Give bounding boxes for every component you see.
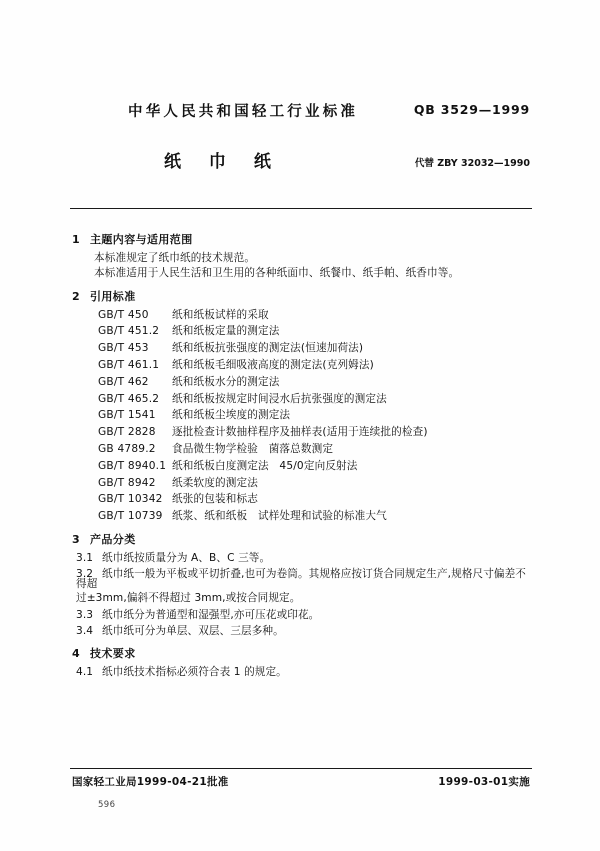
standard-number: QB 3529—1999 [413, 102, 530, 117]
section-number-3: 3 [72, 532, 81, 546]
clause-3-2 [76, 569, 534, 590]
reference-item [98, 343, 534, 354]
approval-statement: 国家轻工业局1999-04-21批准 [72, 776, 229, 788]
reference-code: GB/T 453 [98, 342, 149, 355]
reference-code: GB/T 462 [98, 375, 149, 388]
reference-code: GB/T 1541 [98, 409, 156, 422]
reference-desc: 纸和纸板抗张强度的测定法(恒速加荷法) [172, 342, 364, 355]
reference-item [98, 377, 534, 388]
reference-item [98, 360, 534, 371]
reference-desc: 食品微生物学检验 菌落总数测定 [172, 442, 334, 455]
clause-text: 纸巾纸一般为平板或平切折叠,也可为卷筒。其规格应按订货合同规定生产,规格尺寸偏差不得超 [76, 567, 526, 591]
issuing-organization-line: 中华人民共和国轻工行业标准 [128, 104, 359, 120]
clause-number: 3.2 [76, 567, 94, 580]
reference-code: GB/T 2828 [98, 426, 156, 439]
reference-item [98, 394, 534, 405]
document-footer [72, 774, 530, 789]
reference-code: GB/T 10342 [98, 493, 163, 506]
section-1-paragraph-2: 本标准适用于人民生活和卫生用的各种纸面巾、纸餐巾、纸手帕、纸香巾等。 [94, 267, 460, 280]
reference-item [98, 461, 534, 472]
reference-item [98, 427, 534, 438]
reference-item [98, 444, 534, 455]
effective-date: 1999-03-01实施 [438, 776, 530, 788]
document-body [72, 222, 534, 683]
section-heading-3 [72, 534, 534, 545]
clause-3-3 [76, 610, 534, 621]
reference-desc: 逐批检查计数抽样程序及抽样表(适用于连续批的检查) [172, 426, 428, 439]
reference-desc: 纸和纸板尘埃度的测定法 [172, 409, 291, 422]
reference-desc: 纸和纸板按规定时间浸水后抗张强度的测定法 [172, 392, 387, 405]
section-number-4: 4 [72, 647, 81, 661]
clause-4-1 [76, 667, 534, 678]
clause-3-2-continuation: 过±3mm,偏斜不得超过 3mm,或按合同规定。 [76, 592, 301, 605]
reference-desc: 纸和纸板白度测定法 45/0定向反射法 [172, 459, 358, 472]
clause-3-1 [76, 553, 534, 564]
reference-desc: 纸和纸板定量的测定法 [172, 325, 280, 338]
replaces-notice: 代替 ZBY 32032—1990 [414, 158, 530, 169]
reference-code: GB/T 10739 [98, 510, 163, 523]
clause-3-4 [76, 626, 534, 637]
section-number-1: 1 [72, 233, 81, 246]
section-title-2: 引用标准 [90, 289, 136, 303]
page-title: 纸 巾 纸 [164, 152, 282, 172]
reference-desc: 纸柔软度的测定法 [172, 476, 258, 489]
reference-code: GB 4789.2 [98, 442, 156, 455]
footer-divider [70, 768, 532, 769]
header-divider [70, 208, 532, 209]
reference-desc: 纸和纸板毛细吸液高度的测定法(克列姆法) [172, 359, 374, 372]
header-title-row [72, 147, 530, 172]
reference-desc: 纸张的包装和标志 [172, 493, 258, 506]
reference-item [98, 494, 534, 505]
clause-text: 纸巾纸按质量分为 A、B、C 三等。 [102, 551, 271, 564]
reference-item [98, 410, 534, 421]
reference-desc: 纸和纸板水分的测定法 [172, 375, 280, 388]
section-title-3: 产品分类 [90, 532, 136, 546]
reference-item [98, 511, 534, 522]
section-heading-2 [72, 291, 534, 302]
section-title-1: 主题内容与适用范围 [90, 233, 193, 246]
section-heading-1 [72, 234, 534, 245]
reference-code: GB/T 450 [98, 308, 149, 321]
clause-text: 纸巾纸技术指标必须符合表 1 的规定。 [102, 666, 287, 679]
reference-code: GB/T 8942 [98, 476, 156, 489]
page-number: 596 [98, 800, 116, 810]
clause-number: 3.1 [76, 551, 94, 564]
section-number-2: 2 [72, 289, 81, 303]
reference-code: GB/T 451.2 [98, 325, 160, 338]
header-top-row [72, 100, 530, 121]
clause-number: 3.3 [76, 608, 94, 621]
reference-item [98, 478, 534, 489]
reference-code: GB/T 465.2 [98, 392, 160, 405]
section-1-paragraph-1: 本标准规定了纸巾纸的技术规范。 [94, 252, 256, 264]
clause-number: 3.4 [76, 624, 94, 637]
clause-text: 纸巾纸可分为单层、双层、三层多种。 [102, 624, 284, 637]
section-title-4: 技术要求 [90, 647, 136, 661]
reference-code: GB/T 8940.1 [98, 459, 167, 472]
clause-number: 4.1 [76, 666, 94, 679]
reference-item [98, 310, 534, 321]
clause-text: 纸巾纸分为普通型和湿强型,亦可压花或印花。 [102, 608, 320, 621]
reference-code: GB/T 461.1 [98, 359, 160, 372]
section-heading-4 [72, 648, 534, 659]
document-header [72, 100, 530, 172]
reference-desc: 纸和纸板试样的采取 [172, 308, 269, 321]
reference-desc: 纸浆、纸和纸板 试样处理和试验的标准大气 [172, 510, 387, 523]
reference-item [98, 326, 534, 337]
